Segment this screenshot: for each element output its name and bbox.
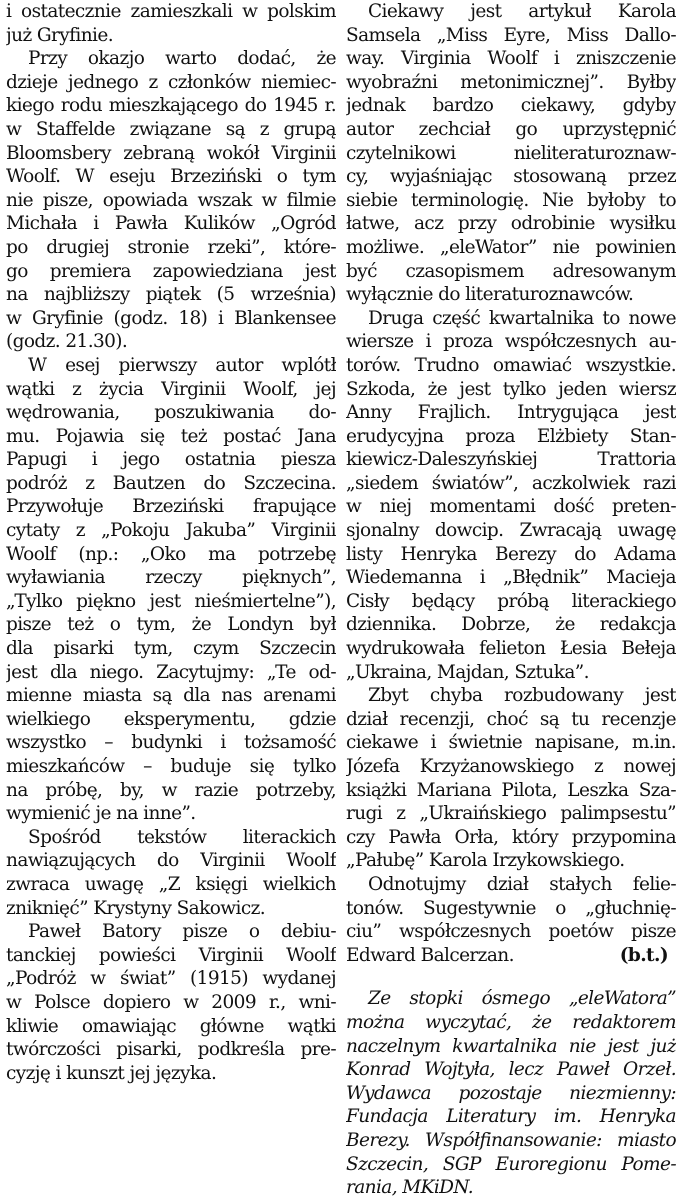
text-line: Ze stopki ósmego „eleWatora” [368, 988, 676, 1010]
text-line: nie pisze, opowiada wszak w filmie [6, 189, 336, 211]
text-line: torów. Trudno omawiać wszystkie. [346, 354, 676, 376]
text-line: mienne miasta są dla nas arenami [6, 685, 336, 707]
text-line: Zbyt chyba rozbudowany jest [368, 685, 676, 707]
text-line: wędrowania, poszukiwania do- [6, 402, 336, 424]
text-line: pisze też o tym, że Londyn był [6, 614, 336, 636]
text-line: Anny Frajlich. Intrygująca jest [346, 402, 676, 424]
text-line: w niej momentami dość preten- [346, 496, 676, 518]
text-line: dział recenzji, choć są tu recenzje [346, 708, 676, 730]
text-line: wątki z życia Virginii Woolf, jej [6, 378, 336, 400]
text-line: Konrad Wojtyła, lecz Paweł Orzeł. [346, 1059, 676, 1081]
text-line: Samsela „Miss Eyre, Miss Dallo- [346, 24, 676, 46]
text-line: cyzję i kunszt jej języka. [6, 1062, 217, 1084]
article-paragraph [6, 920, 336, 1085]
text-line: zwraca uwagę „Z księgi wielkich [6, 873, 336, 895]
paragraph-gap [346, 967, 676, 987]
text-line: cytaty z „Pokoju Jakuba” Virginii [6, 520, 336, 542]
text-line: w Gryfinie (godz. 18) i Blankensee [6, 307, 336, 329]
text-line: Druga część kwartalnika to nowe [368, 307, 676, 329]
text-line: rugi z „Ukraińskiego palimpsestu” [346, 803, 676, 825]
text-line: Odnotujmy dział stałych felie- [368, 873, 676, 895]
text-line: w Staffelde związane są z grupą [6, 118, 336, 140]
text-line: tanckiej powieści Virginii Woolf [6, 944, 336, 966]
text-line: tonów. Sugestywnie o „głuchnię- [346, 897, 676, 919]
text-line: rania, MKiDN. [346, 1177, 474, 1199]
text-line: wymienić je na inne”. [6, 803, 196, 825]
text-line: dziennika. Dobrze, że redakcja [346, 614, 676, 636]
text-line: czytelnikowi nieliteraturoznaw- [346, 142, 676, 164]
text-line: „Tylko piękno jest nieśmiertelne”), [6, 590, 336, 612]
text-line: go premiera zapowiedziana jest [6, 260, 336, 282]
text-line: naczelnym kwartalnika nie jest już [346, 1035, 676, 1057]
text-line: twórczości pisarki, podkreśla pre- [6, 1039, 336, 1061]
text-line: sjonalny dowcip. Zwracają uwagę [346, 520, 676, 542]
article-paragraph [6, 0, 336, 47]
text-line: dzieje jednego z członków niemiec- [6, 71, 336, 93]
text-line: jednak bardzo ciekawy, gdyby [346, 95, 676, 117]
text-line: Szczecin, SGP Euroregionu Pome- [346, 1153, 676, 1175]
text-line: Berezy. Współfinansowanie: miasto [346, 1129, 676, 1151]
text-line: listy Henryka Berezy do Adama [346, 543, 676, 565]
text-line: ciekawe i świetnie napisane, m.in. [346, 732, 676, 754]
text-line: na próbę, by, w razie potrzeby, [6, 779, 336, 801]
text-line: można wyczytać, że redaktorem [346, 1011, 676, 1033]
text-line: cy, wyjaśniając stosowaną przez [346, 166, 676, 188]
text-line: zniknięć” Krystyny Sakowicz. [6, 897, 266, 919]
text-line: Spośród tekstów literackich [28, 826, 336, 848]
text-line: możliwe. „eleWator” nie powinien [346, 236, 676, 258]
author-line: Edward Balcerzan. [346, 944, 514, 966]
text-line: Szkoda, że jest tylko jeden wiersz [346, 378, 676, 400]
text-line: podróż z Bautzen do Szczecina. [6, 472, 336, 494]
text-line: wydrukowała felieton Łesia Bełeja [346, 638, 676, 660]
text-line: nawiązujących do Virginii Woolf [6, 850, 336, 872]
text-line: Wiedemanna i „Błędnik” Macieja [346, 567, 676, 589]
text-line: siebie terminologię. Nie byłoby to [346, 189, 676, 211]
text-line: (godz. 21.30). [6, 331, 128, 353]
text-line: mieszkańców – buduje się tylko [6, 756, 336, 777]
text-line: „Podróż w świat” (1915) wydanej [6, 968, 336, 990]
text-line: Bloomsbery zebraną wokół Virginii [6, 142, 336, 164]
text-line: książki Mariana Pilota, Leszka Sza- [346, 779, 676, 801]
text-line: Woolf. W eseju Brzeziński o tym [6, 166, 336, 188]
text-line: wiersze i proza współczesnych au- [346, 331, 676, 353]
article-paragraph [6, 47, 336, 354]
author-signature: (b.t.) [619, 944, 668, 966]
text-line: łatwe, acz przy odrobinie wysiłku [346, 213, 676, 235]
text-line: dla pisarki tym, czym Szczecin [6, 638, 336, 660]
text-line: już Gryfinie. [6, 24, 113, 46]
text-line: wielkiego eksperymentu, gdzie [6, 708, 336, 730]
text-line: Józefa Krzyżanowskiego z nowej [346, 756, 676, 777]
text-line: Woolf (np.: „Oko ma potrzebę [6, 543, 336, 565]
text-line: wszystko – budynki i tożsamość [6, 732, 336, 754]
text-line: „siedem światów”, aczkolwiek razi [346, 472, 676, 494]
text-line: Przywołuje Brzeziński frapujące [6, 496, 336, 518]
text-line: kiego rodu mieszkającego do 1945 r. [6, 95, 336, 117]
text-line: wyławiania rzeczy pięknych”, [6, 567, 336, 589]
article-paragraph [346, 307, 676, 685]
text-line: „Ukraina, Majdan, Sztuka”. [346, 661, 589, 683]
right-column [346, 0, 676, 1200]
article-paragraph [6, 354, 336, 826]
article-paragraph [346, 0, 676, 307]
text-line: wyłącznie do literaturoznawców. [346, 284, 634, 306]
text-line: na najbliższy piątek (5 września) [6, 284, 336, 306]
text-line: Cisły będący próbą literackiego [346, 590, 676, 612]
text-line: po drugiej stronie rzeki”, które- [6, 236, 336, 258]
text-line: Wydawca pozostaje niezmienny: [346, 1082, 676, 1104]
text-line: Przy okazjo warto dodać, że [28, 48, 336, 70]
article-paragraph [346, 873, 676, 967]
text-line: „Pałubę” Karola Irzykowskiego. [346, 850, 625, 872]
text-line: kiewicz-Daleszyńskiej Trattoria [346, 449, 676, 471]
text-line: jest dla niego. Zacytujmy: „Te od- [6, 661, 336, 683]
text-line: erudycyjna proza Elżbiety Stan- [346, 425, 676, 447]
text-line: w Polsce dopiero w 2009 r., wni- [6, 991, 336, 1013]
text-line: ciu” współczesnych poetów pisze [346, 921, 676, 943]
text-line: czy Pawła Orła, który przypomina [346, 826, 676, 848]
text-line: Michała i Pawła Kulików „Ogród [6, 213, 336, 235]
text-line: W esej pierwszy autor wplótł [28, 354, 336, 376]
text-line: i ostatecznie zamieszkali w polskim [6, 1, 336, 22]
text-line: Papugi i jego ostatnia piesza [6, 449, 336, 471]
article-paragraph [346, 684, 676, 873]
text-line: mu. Pojawia się też postać Jana [6, 425, 336, 447]
text-line: wyobraźni metonimicznej”. Byłby [346, 71, 676, 93]
article-paragraph [346, 987, 676, 1199]
left-column [6, 0, 336, 1200]
text-line: way. Virginia Woolf i zniszczenie [346, 48, 676, 70]
closing-line [346, 944, 676, 968]
text-line: kliwie omawiając główne wątki [6, 1015, 336, 1037]
article-paragraph [6, 826, 336, 920]
text-line: Paweł Batory pisze o debiu- [28, 921, 336, 943]
text-line: autor zechciał go uprzystępnić [346, 118, 676, 140]
text-line: Fundacja Literatury im. Henryka [346, 1106, 676, 1128]
text-line: Ciekawy jest artykuł Karola [368, 1, 676, 22]
text-line: być czasopismem adresowanym [346, 260, 676, 282]
